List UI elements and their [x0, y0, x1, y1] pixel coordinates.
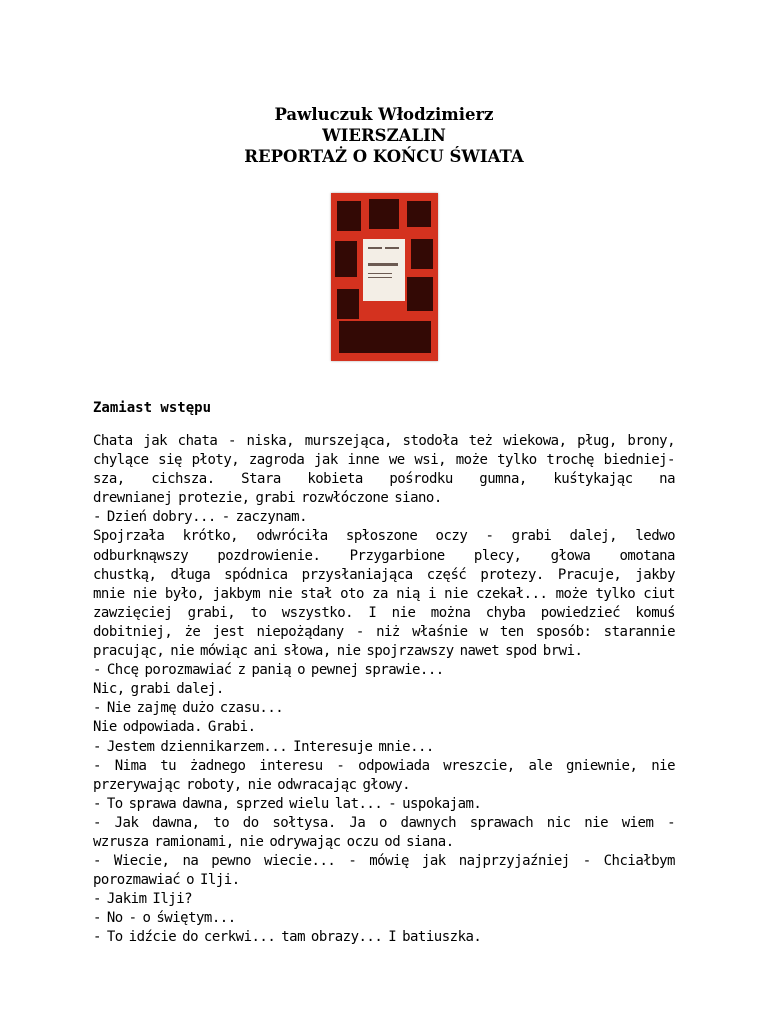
book-cover-image [331, 193, 438, 361]
cover-photo [407, 201, 431, 227]
cover-photo [335, 241, 357, 277]
author-name: Pawluczuk Włodzimierz [274, 105, 494, 124]
body-text [93, 432, 675, 948]
text-line: Chata jak chata - niska, murszejąca, stodoła też wiekowa, pług, brony, [93, 433, 675, 449]
text-line: - To idźcie do cerkwi... tam obrazy... I batiuszka. [93, 929, 482, 946]
text-line: dobitniej, że jest niepożądany - niż właśnie w ten sposób: starannie [93, 623, 675, 640]
text-line: Spojrzała krótko, odwróciła spłoszone oczy - grabi dalej, ledwo [93, 528, 675, 545]
section-heading: Zamiast wstępu [93, 400, 212, 416]
text-line: - Dzień dobry... - zaczynam. [93, 509, 308, 526]
text-line: Nie odpowiada. Grabi. [93, 719, 256, 736]
text-line: przerywając roboty, nie odwracając głowy. [93, 776, 411, 793]
text-line: - Chcę porozmawiać z panią o pewnej sprawie... [93, 662, 444, 679]
text-line: - Nie zajmę dużo czasu... [93, 700, 284, 717]
cover-photo [411, 239, 433, 269]
text-line: wzrusza ramionami, nie odrywając oczu od siana. [93, 833, 454, 850]
text-line: - Jakim Ilji? [93, 891, 193, 908]
book-title: WIERSZALIN [322, 126, 446, 145]
cover-photo [337, 289, 359, 319]
title-block [0, 104, 768, 167]
text-line: Nic, grabi dalej. [93, 681, 224, 698]
book-subtitle: REPORTAŻ O KOŃCU ŚWIATA [244, 147, 524, 166]
text-line: odburknąwszy pozdrowienie. Przygarbione plecy, głowa omotana [93, 547, 675, 564]
cover-photo [407, 277, 433, 311]
text-line: - Jestem dziennikarzem... Interesuje mnie... [93, 738, 434, 755]
text-line: - Jak dawna, to do sołtysa. Ja o dawnych sprawach nic nie wiem - [93, 814, 675, 831]
cover-title-plate [363, 239, 405, 301]
cover-photo [339, 321, 431, 353]
cover-photo [337, 201, 361, 231]
text-line: - To sprawa dawna, sprzed wielu lat... - uspokajam. [93, 795, 482, 812]
text-line: - Wiecie, na pewno wiecie... - mówię jak najprzyjaźniej - Chciałbym [93, 853, 675, 870]
cover-photo [369, 199, 399, 229]
text-line: porozmawiać o Ilji. [93, 872, 240, 889]
text-line: pracując, nie mówiąc ani słowa, nie spojrzawszy nawet spod brwi. [93, 643, 583, 660]
text-line: drewnianej protezie, grabi rozwłóczone siano. [93, 490, 442, 507]
text-line: sza, cichsza. Stara kobieta pośrodku gumna, kuśtykając na [93, 471, 675, 488]
text-line: - Nima tu żadnego interesu - odpowiada wreszcie, ale gniewnie, nie [93, 757, 675, 774]
text-line: chylące się płoty, zagroda jak inne we wsi, może tylko trochę biedniej- [93, 452, 675, 469]
text-line: mnie nie było, jakbym nie stał oto za nią i nie czekał... może tylko ciut [93, 585, 675, 602]
text-line: chustką, długa spódnica przysłaniająca część protezy. Pracuje, jakby [93, 566, 675, 583]
text-line: - No - o świętym... [93, 910, 236, 927]
text-line: zawzięciej grabi, to wszystko. I nie można chyba powiedzieć komuś [93, 604, 675, 621]
